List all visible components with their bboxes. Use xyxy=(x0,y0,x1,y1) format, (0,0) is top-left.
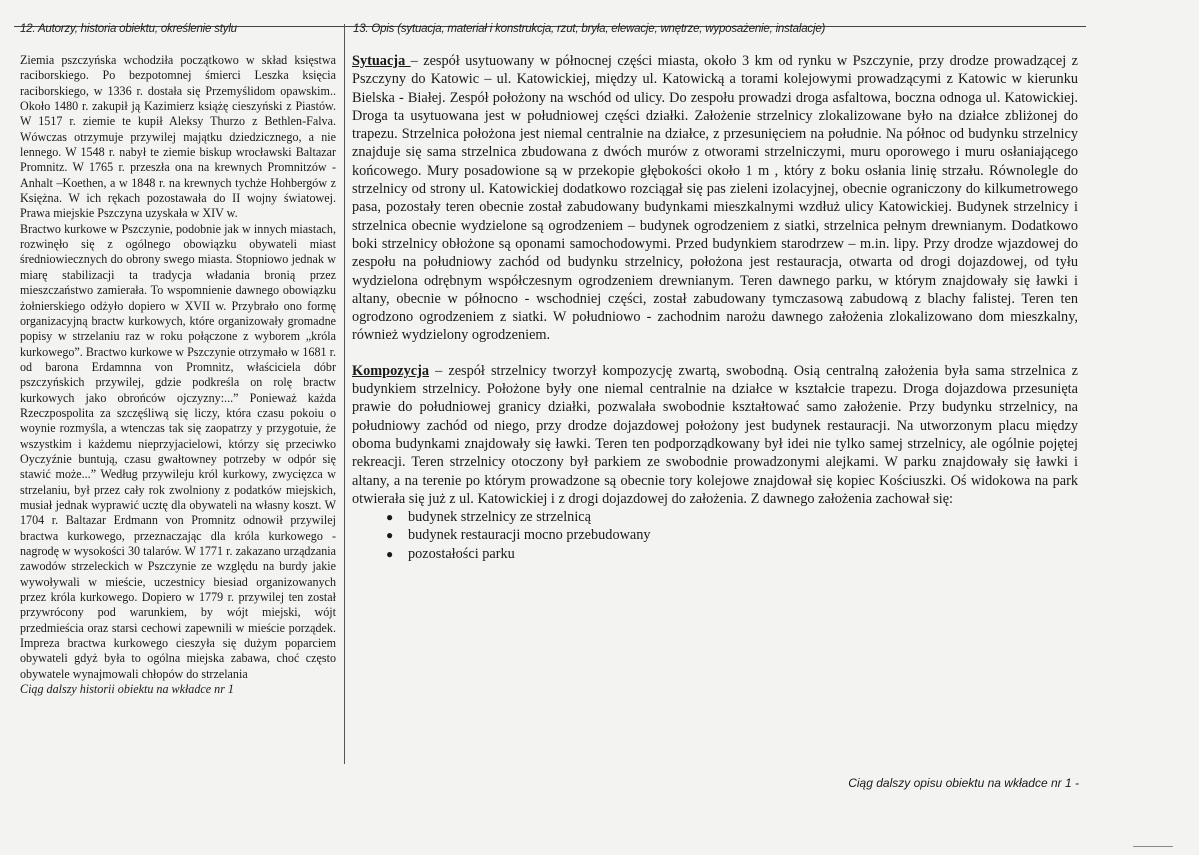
sytuacja-label: Sytuacja xyxy=(352,53,411,69)
list-item: ● budynek restauracji mocno przebudowany xyxy=(386,527,651,544)
bullet-icon: ● xyxy=(386,510,394,525)
history-column xyxy=(20,53,336,697)
history-paragraph-1: Ziemia pszczyńska wchodziła początkowo w skład księstwa raciborskiego. Po bezpotomnej śmierci Leszka księcia raciborskiego, w 1336 r. dostała się Przemyślidom opawskim.. Około 1480 r. zakupił ją Kazimierz książę cieszyński z Piastów. W 1517 r. ziemie te kupił Aleksy Thurzo z Bethlen-Falva. Wówczas otrzymuje przywilej majątku dziedzicznego, a nie lennego. W 1548 r. nabył te ziemie biskup wrocławski Baltazar Promnitz. W 1765 r. przeszła ona na krewnych Promnitzów - Anhalt –Koethen, a w 1848 r. na krewnych tychże Hohbergów z Księżna. W ich rękach pozostawała do II wojny światowej. Prawa miejskie Pszczyna uzyskała w XIV w. xyxy=(20,53,336,221)
kompozycja-text: – zespół strzelnicy tworzył kompozycję zwartą, swobodną. Osią centralną założenia była sama strzelnica z budynkiem strzelnicy. Położone były one niemal centralnie na działce w kształcie trapezu. Droga dojazdowa przesunięta prawie do południowej granicy działki, pozwalała swobodnie kształtować samo założenie. Przy budynku strzelnicy, na południowy zachód od niego, przy drodze dojazdowej położony jest budynek restauracji. Na utworzonym placu między oboma budynkami znajdowały się ławki. Teren ten podporządkowany był idei nie tylko samej strzelnicy, ale ogólnie pojętej rekreacji. Teren strzelnicy otoczony był parkiem ze swobodnie prowadzonymi alejkami. W parku znajdowały się ławki i altany, a na terenie po którym prowadzone są obecnie tory kolejowe znajdował się kopiec Kościuszki. Oś widokowa na park otwierała się już z ul. Katowickiej i z drogi dojazdowej do założenia. Z dawnego założenia zachował się: xyxy=(352,362,1078,507)
history-paragraph-2: Bractwo kurkowe w Pszczynie, podobnie jak w innych miastach, rozwinęło się z ogólnego obowiązku obywateli miast średniowiecznych do obrony swego miasta. Stopniowo jednak w miarę stabilizacji ta tradycja władania bronią przez mieszczaństwo zamierała. To wspomnienie dawnego obowiązku żołnierskiego odżyło dopiero w XVII w. Przybrało ono formę organizacyjną bractw kurkowych, które organizowały gromadne popisy w strzelaniu raz w roku połączone z wyborem „króla kurkowego”. Bractwo kurkowe w Pszczynie otrzymało w 1681 r. od barona Erdamnna von Promnitz, właściciela dóbr pszczyńskich przywilej, gdzie podkreśla on rolę bractw kurkowych jako obrońców ojczyzny:...” Ponieważ każda Rzeczpospolita za szczęśliwą się liczy, która czasu pokoiu o woynie rozmyśla, a wtenczas tak się zaopatrzy y przygotuie, że wszystkim i każdemu nieprzyjacielowi, którzy się przeciwko Oyczyźnie buntują, czasu gwałtowney potrzeby w odpór się stawić może...” Według przywileju król kurkowy, zwycięzca w strzelaniu, był przez cały rok zwolniony z podatków miejskich, musiał jednak wyprawić ucztę dla obywateli na własny koszt. W 1704 r. Baltazar Erdmann von Promnitz odnowił przywilej bractwa kurkowego, przeznaczając dla króla kurkowego - nagrodę w wysokości 30 talarów. W 1771 r. zakazano urządzania zawodów strzeleckich w Pszczynie ze względu na burdy jakie wywoływali w mieście, uczestnicy biesiad organizowanych przez króla kurkowego. Dopiero w 1779 r. przywilej ten został przywrócony pod warunkiem, by wójt miejski, wójt przedmieścia oraz starsi cechowi zapewnili w mieście porządek. Impreza bractwa kurkowego cieszyła się dużym poparciem obywateli gdyż była to ogólna miejska zabawa, choć często obywatele wynajmowali chłopów do strzelania xyxy=(20,221,336,681)
bullet-icon: ● xyxy=(386,546,394,561)
left-section-header: 12. Autorzy, historia obiektu, określenie stylu xyxy=(20,23,237,35)
sytuacja-paragraph xyxy=(352,52,1078,345)
preserved-elements-list xyxy=(352,508,1078,563)
continuation-footer: Ciąg dalszy opisu obiektu na wkładce nr 1 - xyxy=(848,776,1079,790)
scan-mark xyxy=(1133,846,1173,847)
list-item: ● pozostałości parku xyxy=(386,545,515,562)
list-item: ● budynek strzelnicy ze strzelnicą xyxy=(386,509,591,526)
history-continuation-note: Ciąg dalszy historii obiektu na wkładce nr 1 xyxy=(20,682,234,697)
right-section-header: 13. Opis (sytuacja, materiał i konstrukcja, rzut, bryła, elewacje, wnętrze, wyposażenie, instalacje) xyxy=(353,23,826,35)
kompozycja-paragraph xyxy=(352,362,1078,508)
column-divider xyxy=(344,24,345,764)
description-column xyxy=(352,52,1078,563)
bullet-icon: ● xyxy=(386,528,394,543)
sytuacja-text: – zespół usytuowany w północnej części miasta, około 3 km od rynku w Pszczynie, przy drodze prowadzącej z Pszczyny do Katowic – ul. Katowickiej, między ul. Katowicką a torami kolejowymi prowadzącymi z Katowic w kierunku Bielska - Białej. Zespół położony na wschód od ulicy. Do zespołu prowadzi droga asfaltowa, boczna odnoga ul. Katowickiej. Droga ta usytuowana jest w południowej części działki. Założenie strzelnicy zlokalizowane było na działce zbliżonej do trapezu. Strzelnica położona jest niemal centralnie na działce, z przesunięciem na południe. Na północ od budynku strzelnicy znajduje się sama strzelnica zbudowana z dwóch murów z otworami strzelniczymi, muru oporowego i muru osłaniającego końcowego. Mury posadowione są w przekopie głębokości około 1 m , który z boku osłania linię strzału. Równolegle do strzelnicy od strony ul. Katowickiej dodatkowo rozciągał się pas zieleni izolacyjnej, obecnie ograniczony do kilkumetrowego pasa, pozostały teren obecnie został zabudowany budynkami mieszkalnymi wzdłuż ulicy Katowickiej. Budynek strzelnicy i strzelnica obecnie wydzielone są ogrodzeniem – budynek ogrodzeniem z siatki, strzelnica pełnym drewnianym. Dodatkowo boki strzelnicy obłożone są oponami samochodowymi. Przed budynkiem starodrzew – m.in. lipy. Przy drodze wjazdowej do zespołu na południowy zachód od budynku strzelnicy, położona jest restauracja, otwarta od drogi dojazdowej, od tyłu wydzielona odrębnym współczesnym ogrodzeniem drewnianym. Teren dawnego parku, w którym znajdowały się ławki i altany, obecnie w północno - wschodniej części, został zabudowany tymczasową zabudową z blachy falistej. Teren ten ogrodzono ogrodzeniem z siatki. W południowo - zachodnim narożu dawnego założenia zlokalizowano dom mieszkalny, również wydzielony ogrodzeniem. xyxy=(352,53,1078,344)
kompozycja-label: Kompozycja xyxy=(352,362,430,379)
